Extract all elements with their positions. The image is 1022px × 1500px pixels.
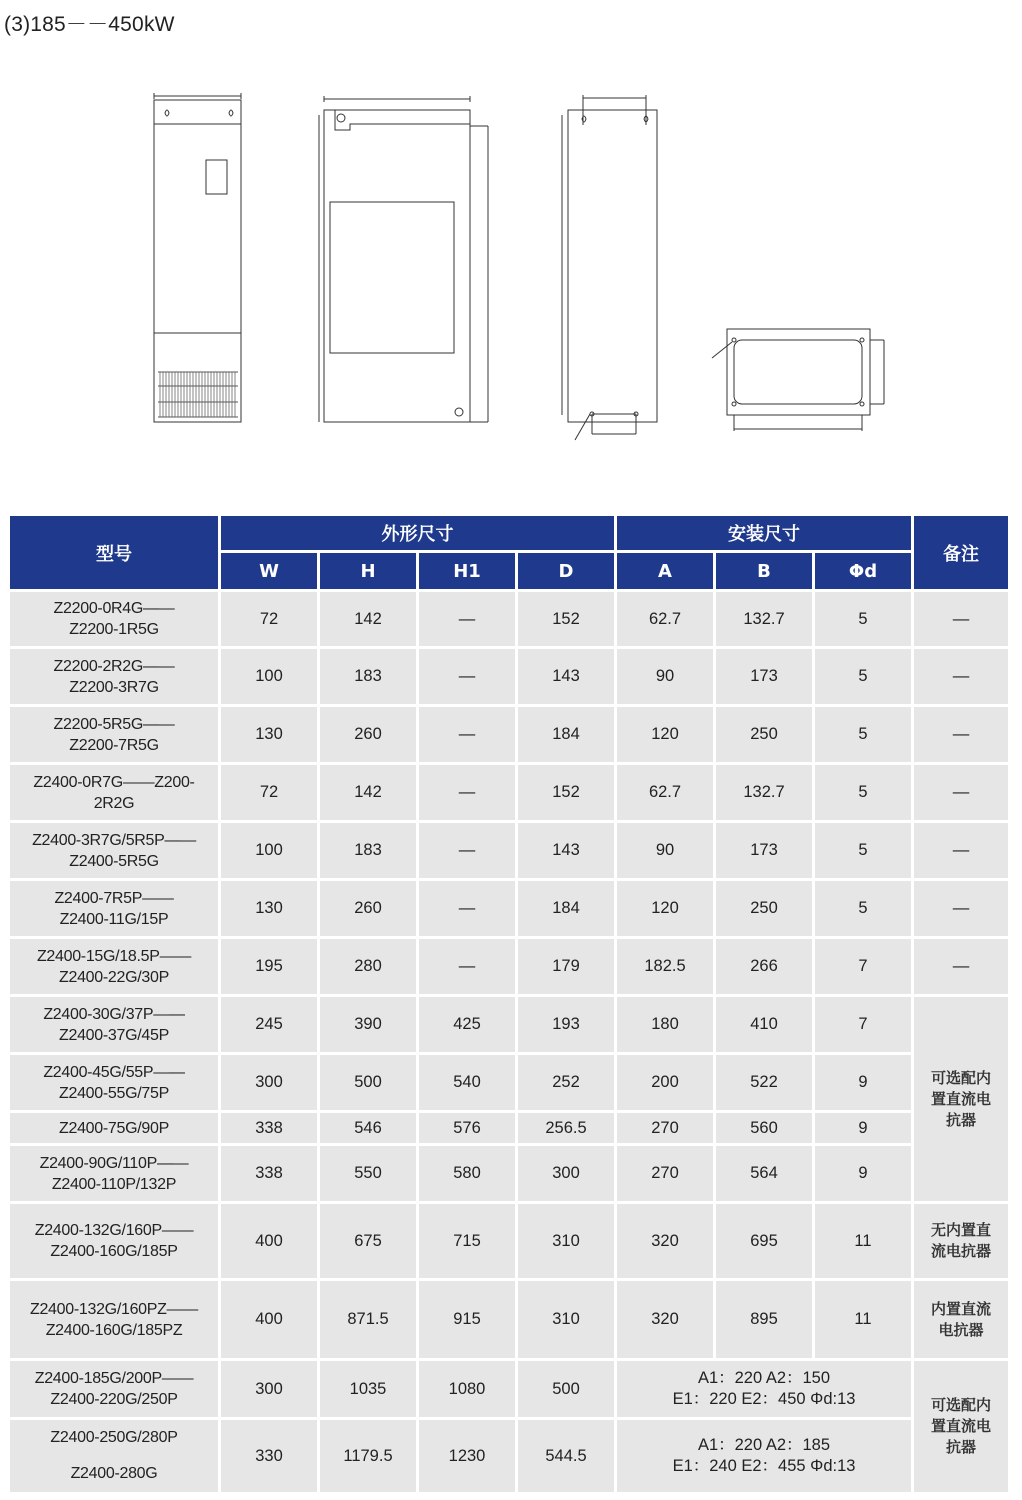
note-cell-optional-reactor: 可选配内 置直流电 抗器 (914, 997, 1008, 1201)
table-row (10, 939, 1008, 994)
h1-cell: 576 (419, 1113, 515, 1143)
d-cell: 143 (518, 823, 614, 878)
h-cell: 260 (320, 881, 416, 936)
h-cell: 142 (320, 592, 416, 646)
note-cell: — (914, 939, 1008, 994)
w-cell: 72 (221, 765, 317, 820)
table-row (10, 592, 1008, 646)
b-cell: 522 (716, 1055, 812, 1110)
table-row (10, 1146, 1008, 1201)
phid-cell: 7 (815, 997, 911, 1052)
w-cell: 400 (221, 1281, 317, 1358)
a-cell: 320 (617, 1281, 713, 1358)
d-cell: 152 (518, 592, 614, 646)
h1-cell: 1080 (419, 1361, 515, 1417)
model-cell: Z2200-5R5G—— Z2200-7R5G (10, 707, 218, 762)
phid-cell: 9 (815, 1113, 911, 1143)
w-cell: 245 (221, 997, 317, 1052)
h-cell: 260 (320, 707, 416, 762)
header-a: A (617, 553, 713, 589)
a-cell: 120 (617, 881, 713, 936)
h1-cell: — (419, 707, 515, 762)
phid-cell: 5 (815, 765, 911, 820)
a-cell: 62.7 (617, 765, 713, 820)
d-cell: 184 (518, 881, 614, 936)
phid-cell: 5 (815, 707, 911, 762)
h1-cell: 425 (419, 997, 515, 1052)
a-cell: 270 (617, 1146, 713, 1201)
d-cell: 252 (518, 1055, 614, 1110)
note-cell: — (914, 649, 1008, 704)
b-cell: 132.7 (716, 765, 812, 820)
rear-view-drawing (562, 95, 657, 440)
w-cell: 338 (221, 1113, 317, 1143)
note-cell: — (914, 823, 1008, 878)
h1-cell: — (419, 823, 515, 878)
w-cell: 100 (221, 649, 317, 704)
d-cell: 310 (518, 1281, 614, 1358)
dimension-table (7, 513, 1011, 1495)
model-cell: Z2400-30G/37P—— Z2400-37G/45P (10, 997, 218, 1052)
b-cell: 564 (716, 1146, 812, 1201)
d-cell: 544.5 (518, 1420, 614, 1492)
d-cell: 256.5 (518, 1113, 614, 1143)
b-cell: 173 (716, 823, 812, 878)
d-cell: 179 (518, 939, 614, 994)
w-cell: 300 (221, 1361, 317, 1417)
h-cell: 390 (320, 997, 416, 1052)
a-cell: 270 (617, 1113, 713, 1143)
bottom-view-drawing (712, 329, 884, 431)
a-cell: 180 (617, 997, 713, 1052)
header-b: B (716, 553, 812, 589)
a-cell: 182.5 (617, 939, 713, 994)
table-row (10, 1055, 1008, 1110)
table-row (10, 997, 1008, 1052)
h1-cell: 715 (419, 1204, 515, 1278)
header-model: 型号 (10, 516, 218, 589)
page-title: (3)185－－450kW (4, 13, 175, 36)
model-cell: Z2400-90G/110P—— Z2400-110P/132P (10, 1146, 218, 1201)
note-cell-built-in-reactor: 内置直流 电抗器 (914, 1281, 1008, 1358)
h-cell: 871.5 (320, 1281, 416, 1358)
h1-cell: — (419, 765, 515, 820)
header-phid: Φd (815, 553, 911, 589)
phid-cell: 11 (815, 1204, 911, 1278)
install-dims-cell: A1：220 A2：185 E1：240 E2：455 Φd:13 (617, 1420, 911, 1492)
table-row (10, 1361, 1008, 1417)
h1-cell: 1230 (419, 1420, 515, 1492)
model-cell: Z2400-132G/160P—— Z2400-160G/185P (10, 1204, 218, 1278)
phid-cell: 5 (815, 823, 911, 878)
d-cell: 152 (518, 765, 614, 820)
h-cell: 675 (320, 1204, 416, 1278)
phid-cell: 7 (815, 939, 911, 994)
b-cell: 695 (716, 1204, 812, 1278)
model-cell: Z2200-0R4G—— Z2200-1R5G (10, 592, 218, 646)
table-row (10, 1420, 1008, 1492)
h1-cell: — (419, 881, 515, 936)
table-row (10, 1113, 1008, 1143)
b-cell: 410 (716, 997, 812, 1052)
note-cell: — (914, 765, 1008, 820)
h1-cell: 915 (419, 1281, 515, 1358)
model-cell: Z2400-7R5P—— Z2400-11G/15P (10, 881, 218, 936)
phid-cell: 5 (815, 649, 911, 704)
note-cell-optional-reactor: 可选配内 置直流电 抗器 (914, 1361, 1008, 1492)
a-cell: 120 (617, 707, 713, 762)
d-cell: 300 (518, 1146, 614, 1201)
note-cell-no-reactor: 无内置直 流电抗器 (914, 1204, 1008, 1278)
header-w: W (221, 553, 317, 589)
w-cell: 130 (221, 707, 317, 762)
d-cell: 193 (518, 997, 614, 1052)
dimension-drawings (0, 80, 1022, 460)
h-cell: 500 (320, 1055, 416, 1110)
w-cell: 130 (221, 881, 317, 936)
model-cell: Z2400-3R7G/5R5P—— Z2400-5R5G (10, 823, 218, 878)
a-cell: 62.7 (617, 592, 713, 646)
a-cell: 320 (617, 1204, 713, 1278)
h-cell: 280 (320, 939, 416, 994)
w-cell: 72 (221, 592, 317, 646)
model-cell: Z2400-250G/280P Z2400-280G (10, 1420, 218, 1492)
header-install-dimensions: 安装尺寸 (617, 516, 911, 550)
model-cell: Z2400-45G/55P—— Z2400-55G/75P (10, 1055, 218, 1110)
b-cell: 895 (716, 1281, 812, 1358)
h1-cell: — (419, 939, 515, 994)
header-outer-dimensions: 外形尺寸 (221, 516, 614, 550)
model-cell: Z2400-132G/160PZ—— Z2400-160G/185PZ (10, 1281, 218, 1358)
table-row (10, 649, 1008, 704)
b-cell: 250 (716, 707, 812, 762)
table-row (10, 707, 1008, 762)
h1-cell: — (419, 592, 515, 646)
table-row (10, 765, 1008, 820)
model-cell: Z2400-75G/90P (10, 1113, 218, 1143)
h-cell: 142 (320, 765, 416, 820)
model-cell: Z2200-2R2G—— Z2200-3R7G (10, 649, 218, 704)
side-view-drawing (319, 96, 488, 422)
b-cell: 250 (716, 881, 812, 936)
b-cell: 132.7 (716, 592, 812, 646)
h-cell: 183 (320, 823, 416, 878)
d-cell: 310 (518, 1204, 614, 1278)
h-cell: 183 (320, 649, 416, 704)
table-row (10, 823, 1008, 878)
phid-cell: 9 (815, 1055, 911, 1110)
model-cell: Z2400-15G/18.5P—— Z2400-22G/30P (10, 939, 218, 994)
phid-cell: 5 (815, 592, 911, 646)
b-cell: 560 (716, 1113, 812, 1143)
header-h: H (320, 553, 416, 589)
b-cell: 266 (716, 939, 812, 994)
a-cell: 200 (617, 1055, 713, 1110)
h1-cell: — (419, 649, 515, 704)
table-row (10, 881, 1008, 936)
w-cell: 300 (221, 1055, 317, 1110)
phid-cell: 11 (815, 1281, 911, 1358)
h-cell: 550 (320, 1146, 416, 1201)
note-cell: — (914, 707, 1008, 762)
model-cell: Z2400-185G/200P—— Z2400-220G/250P (10, 1361, 218, 1417)
a-cell: 90 (617, 823, 713, 878)
w-cell: 338 (221, 1146, 317, 1201)
note-cell: — (914, 881, 1008, 936)
h-cell: 1179.5 (320, 1420, 416, 1492)
d-cell: 143 (518, 649, 614, 704)
w-cell: 100 (221, 823, 317, 878)
note-cell: — (914, 592, 1008, 646)
phid-cell: 5 (815, 881, 911, 936)
front-view-drawing (154, 93, 241, 422)
h-cell: 546 (320, 1113, 416, 1143)
phid-cell: 9 (815, 1146, 911, 1201)
h1-cell: 580 (419, 1146, 515, 1201)
header-h1: H1 (419, 553, 515, 589)
table-row (10, 1281, 1008, 1358)
b-cell: 173 (716, 649, 812, 704)
h1-cell: 540 (419, 1055, 515, 1110)
w-cell: 330 (221, 1420, 317, 1492)
a-cell: 90 (617, 649, 713, 704)
d-cell: 500 (518, 1361, 614, 1417)
d-cell: 184 (518, 707, 614, 762)
w-cell: 195 (221, 939, 317, 994)
w-cell: 400 (221, 1204, 317, 1278)
header-note: 备注 (914, 516, 1008, 589)
install-dims-cell: A1：220 A2：150 E1：220 E2：450 Φd:13 (617, 1361, 911, 1417)
table-row (10, 1204, 1008, 1278)
h-cell: 1035 (320, 1361, 416, 1417)
model-cell: Z2400-0R7G——Z200- 2R2G (10, 765, 218, 820)
header-d: D (518, 553, 614, 589)
